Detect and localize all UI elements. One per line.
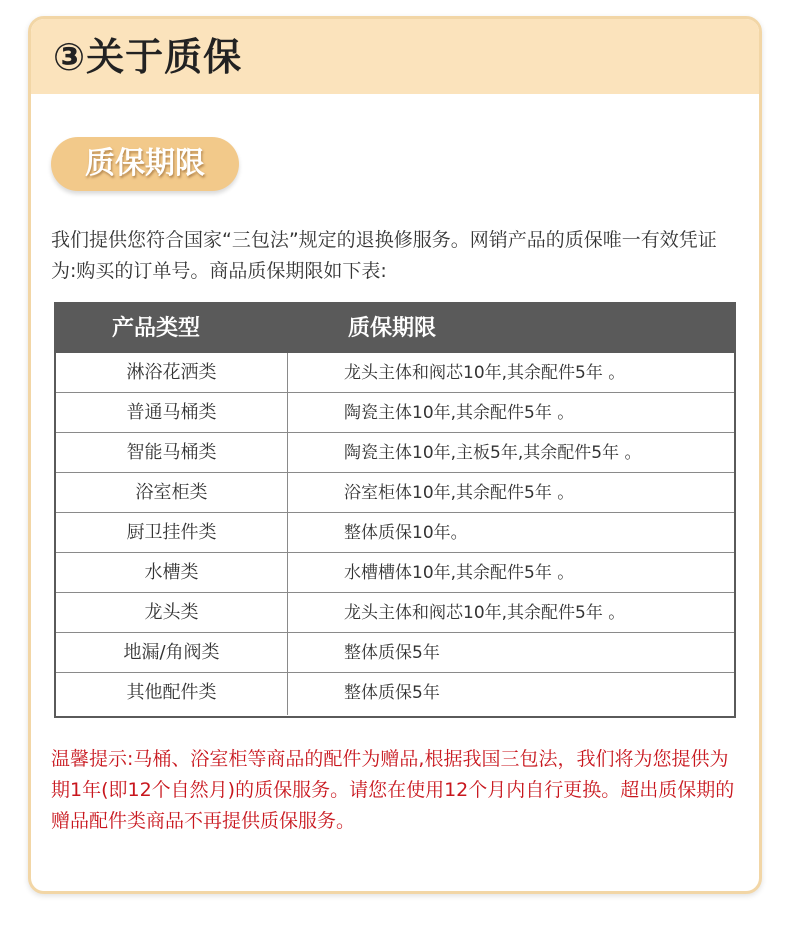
page-title: ③关于质保	[53, 35, 243, 79]
table-row	[56, 353, 734, 393]
section-label: 质保期限	[85, 146, 205, 181]
warranty-period-cell: 陶瓷主体10年,其余配件5年 。	[344, 403, 575, 423]
warranty-card	[28, 16, 762, 894]
warranty-period-cell: 陶瓷主体10年,主板5年,其余配件5年 。	[344, 443, 642, 463]
product-type-cell: 普通马桶类	[56, 393, 288, 432]
warranty-period-cell: 整体质保5年	[344, 683, 440, 703]
product-type-cell: 地漏/角阀类	[56, 633, 288, 672]
warning-note: 温馨提示:马桶、浴室柜等商品的配件为赠品,根据我国三包法，我们将为您提供为期1年(即12个自然月)的质保服务。请您在使用12个月内自行更换。超出质保期的赠品配件类商品不再提供质保服务。	[51, 748, 735, 832]
product-type-cell: 淋浴花洒类	[56, 353, 288, 392]
product-type-cell: 水槽类	[56, 553, 288, 592]
product-type-cell: 智能马桶类	[56, 433, 288, 472]
table-row	[56, 593, 734, 633]
section-label-pill	[51, 137, 239, 191]
column-header-period: 质保期限	[348, 316, 437, 341]
intro-paragraph: 我们提供您符合国家“三包法”规定的退换修服务。网销产品的质保唯一有效凭证为:购买的订单号。商品质保期限如下表:	[51, 229, 717, 282]
warranty-period-cell: 整体质保5年	[344, 643, 440, 663]
card-header	[31, 19, 759, 94]
product-type-cell: 厨卫挂件类	[56, 513, 288, 552]
column-header-type: 产品类型	[112, 316, 201, 341]
table-row	[56, 473, 734, 513]
warranty-period-cell: 浴室柜体10年,其余配件5年 。	[344, 483, 575, 503]
warranty-period-cell: 龙头主体和阀芯10年,其余配件5年 。	[344, 603, 626, 623]
warranty-table	[54, 302, 736, 718]
warranty-period-cell: 水槽槽体10年,其余配件5年 。	[344, 563, 575, 583]
table-header	[56, 304, 734, 353]
product-type-cell: 龙头类	[56, 593, 288, 632]
table-row	[56, 513, 734, 553]
warranty-period-cell: 整体质保10年。	[344, 523, 468, 543]
product-type-cell: 浴室柜类	[56, 473, 288, 512]
warranty-period-cell: 龙头主体和阀芯10年,其余配件5年 。	[344, 363, 626, 383]
table-row	[56, 433, 734, 473]
table-row	[56, 633, 734, 673]
table-row	[56, 673, 734, 715]
table-row	[56, 393, 734, 433]
product-type-cell: 其他配件类	[56, 673, 288, 715]
table-row	[56, 553, 734, 593]
